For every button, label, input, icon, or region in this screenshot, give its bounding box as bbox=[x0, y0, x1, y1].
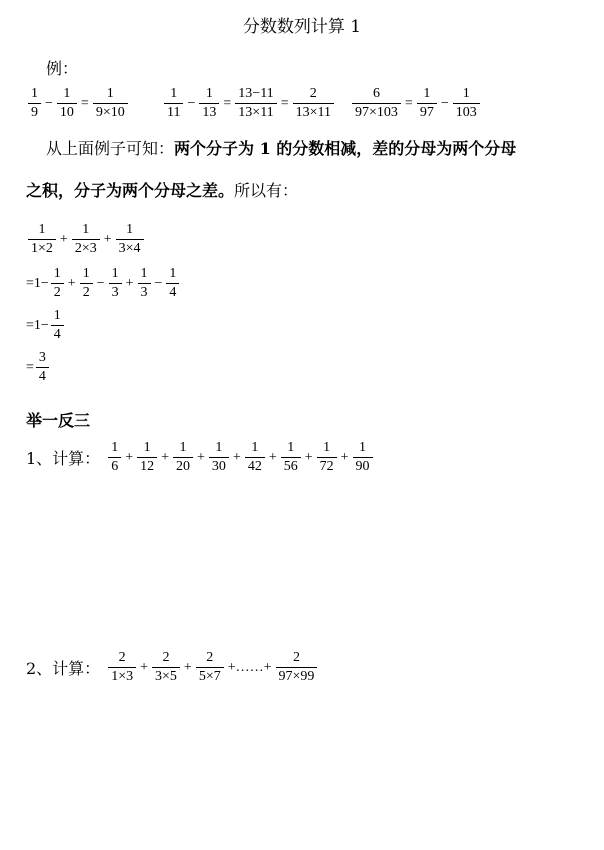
plus-sign: + bbox=[125, 275, 134, 291]
equals-sign: = bbox=[223, 95, 232, 111]
numerator: 1 bbox=[38, 222, 46, 237]
numerator: 6 bbox=[372, 86, 380, 101]
plus-sign: + bbox=[125, 449, 134, 465]
problem-1-label: 1、计算： bbox=[26, 449, 101, 468]
denominator: 12 bbox=[137, 457, 157, 475]
numerator: 1 bbox=[106, 86, 114, 101]
numerator: 1 bbox=[205, 86, 213, 101]
numerator: 3 bbox=[38, 350, 46, 365]
numerator: 1 bbox=[179, 440, 187, 455]
fraction bbox=[281, 440, 301, 475]
numerator: 1 bbox=[143, 440, 151, 455]
problem-2-label: 2、计算： bbox=[26, 659, 101, 678]
numerator: 2 bbox=[162, 650, 170, 665]
fraction bbox=[245, 440, 265, 475]
numerator: 13−11 bbox=[238, 86, 274, 101]
numerator: 1 bbox=[63, 86, 71, 101]
fraction bbox=[235, 86, 276, 121]
numerator: 1 bbox=[170, 86, 178, 101]
numerator: 1 bbox=[169, 266, 177, 281]
minus-sign: − bbox=[45, 95, 53, 111]
numerator: 1 bbox=[53, 266, 61, 281]
denominator: 5×7 bbox=[196, 667, 224, 685]
plus-sign: + bbox=[59, 231, 68, 247]
fraction bbox=[51, 266, 64, 301]
denominator: 2×3 bbox=[72, 239, 100, 257]
denominator: 97 bbox=[417, 103, 437, 121]
numerator: 1 bbox=[126, 222, 134, 237]
fraction bbox=[164, 86, 183, 121]
derivation-line-4 bbox=[26, 350, 51, 385]
plus-sign: + bbox=[340, 449, 349, 465]
equals-sign: = bbox=[26, 359, 34, 375]
fraction bbox=[276, 650, 318, 685]
explanation-prefix: 从上面例子可知： bbox=[46, 139, 175, 158]
fraction bbox=[353, 440, 373, 475]
denominator: 1×3 bbox=[108, 667, 136, 685]
example-3 bbox=[350, 86, 482, 121]
numerator: 1 bbox=[31, 86, 38, 101]
explanation-rule-cont: 之积，分子为两个分母之差。 bbox=[26, 181, 235, 200]
denominator: 30 bbox=[209, 457, 229, 475]
plus-sign: + bbox=[183, 659, 192, 675]
denominator: 3×5 bbox=[152, 667, 180, 685]
numerator: 1 bbox=[82, 222, 90, 237]
equals-one-minus: =1− bbox=[26, 317, 49, 333]
example-1 bbox=[26, 86, 130, 121]
denominator: 13 bbox=[199, 103, 219, 121]
numerator: 1 bbox=[111, 266, 119, 281]
fraction bbox=[28, 86, 41, 121]
fraction bbox=[116, 222, 144, 257]
minus-sign: − bbox=[187, 95, 196, 111]
numerator: 2 bbox=[309, 86, 317, 101]
plus-sign: + bbox=[67, 275, 76, 291]
fraction bbox=[166, 266, 179, 301]
denominator: 90 bbox=[353, 457, 373, 475]
fraction bbox=[72, 222, 100, 257]
fraction bbox=[173, 440, 193, 475]
numerator: 1 bbox=[287, 440, 295, 455]
numerator: 1 bbox=[423, 86, 431, 101]
plus-sign: + bbox=[268, 449, 277, 465]
example-label: 例： bbox=[46, 59, 79, 78]
denominator: 97×99 bbox=[276, 667, 318, 685]
plus-sign: + bbox=[161, 449, 169, 465]
plus-sign: + bbox=[103, 231, 112, 247]
minus-sign: − bbox=[440, 95, 449, 111]
plus-sign: + bbox=[140, 659, 148, 675]
equals-sign: = bbox=[80, 95, 89, 111]
denominator: 9 bbox=[28, 103, 41, 121]
denominator: 20 bbox=[173, 457, 193, 475]
numerator: 1 bbox=[462, 86, 470, 101]
denominator: 3×4 bbox=[116, 239, 144, 257]
problem-2 bbox=[26, 650, 319, 685]
denominator: 4 bbox=[36, 367, 49, 385]
numerator: 2 bbox=[206, 650, 214, 665]
denominator: 10 bbox=[57, 103, 77, 121]
fraction bbox=[199, 86, 219, 121]
numerator: 1 bbox=[53, 308, 61, 323]
equals-sign: = bbox=[404, 95, 413, 111]
fraction bbox=[36, 350, 49, 385]
denominator: 2 bbox=[51, 283, 64, 301]
numerator: 1 bbox=[323, 440, 331, 455]
numerator: 1 bbox=[251, 440, 259, 455]
fraction bbox=[453, 86, 480, 121]
plus-sign: + bbox=[232, 449, 241, 465]
denominator: 3 bbox=[138, 283, 151, 301]
numerator: 1 bbox=[140, 266, 148, 281]
fraction bbox=[108, 440, 121, 475]
equals-sign: = bbox=[280, 95, 289, 111]
derivation-line-3 bbox=[26, 308, 66, 343]
denominator: 13×11 bbox=[235, 103, 276, 121]
denominator: 42 bbox=[245, 457, 265, 475]
fraction bbox=[109, 266, 122, 301]
numerator: 2 bbox=[292, 650, 300, 665]
fraction bbox=[138, 266, 151, 301]
numerator: 1 bbox=[215, 440, 223, 455]
denominator: 13×11 bbox=[293, 103, 334, 121]
fraction bbox=[137, 440, 157, 475]
denominator: 11 bbox=[164, 103, 183, 121]
fraction bbox=[28, 222, 56, 257]
ellipsis: +……+ bbox=[227, 659, 272, 675]
numerator: 1 bbox=[82, 266, 90, 281]
minus-sign: − bbox=[154, 275, 163, 291]
numerator: 1 bbox=[111, 440, 119, 455]
derivation-line-1 bbox=[26, 222, 146, 257]
fraction bbox=[317, 440, 337, 475]
plus-sign: + bbox=[197, 449, 205, 465]
equals-one-minus: =1− bbox=[26, 275, 49, 291]
denominator: 4 bbox=[51, 325, 64, 343]
denominator: 4 bbox=[166, 283, 179, 301]
problem-1 bbox=[26, 440, 375, 475]
fraction bbox=[108, 650, 136, 685]
fraction bbox=[152, 650, 180, 685]
explanation-line-1 bbox=[26, 138, 586, 160]
fraction bbox=[57, 86, 77, 121]
denominator: 3 bbox=[109, 283, 122, 301]
fraction bbox=[293, 86, 334, 121]
denominator: 1×2 bbox=[28, 239, 56, 257]
example-2 bbox=[162, 86, 336, 121]
denominator: 72 bbox=[317, 457, 337, 475]
problem-1-expression bbox=[106, 440, 374, 475]
denominator: 103 bbox=[453, 103, 480, 121]
explanation-line-2 bbox=[26, 180, 586, 202]
explanation-suffix: 所以有： bbox=[234, 181, 299, 200]
fraction bbox=[93, 86, 128, 121]
page-title: 分数数列计算 1 bbox=[242, 17, 362, 37]
fraction bbox=[196, 650, 224, 685]
fraction bbox=[417, 86, 437, 121]
explanation-rule: 两个分子为 1 的分数相减，差的分母为两个分母 bbox=[174, 139, 517, 158]
denominator: 2 bbox=[80, 283, 93, 301]
denominator: 56 bbox=[281, 457, 301, 475]
denominator: 6 bbox=[108, 457, 121, 475]
fraction bbox=[352, 86, 401, 121]
denominator: 9×10 bbox=[93, 103, 128, 121]
fraction bbox=[51, 308, 64, 343]
fraction bbox=[80, 266, 93, 301]
fraction bbox=[209, 440, 229, 475]
section-title: 举一反三 bbox=[26, 411, 91, 430]
derivation-line-2 bbox=[26, 266, 181, 301]
denominator: 97×103 bbox=[352, 103, 401, 121]
minus-sign: − bbox=[96, 275, 105, 291]
numerator: 2 bbox=[118, 650, 126, 665]
plus-sign: + bbox=[304, 449, 313, 465]
numerator: 1 bbox=[359, 440, 367, 455]
